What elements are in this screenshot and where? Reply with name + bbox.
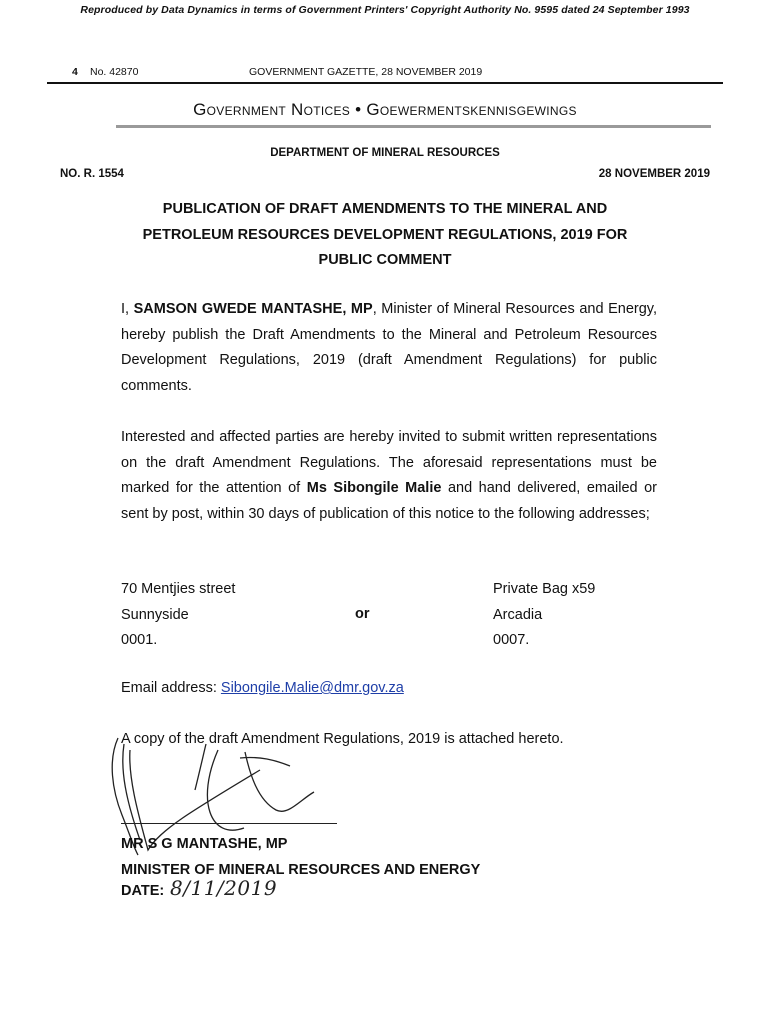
section-title: Government Notices • Goewermentskennisgewings	[193, 100, 577, 119]
address-line: Arcadia	[493, 606, 543, 623]
address-line: Sunnyside	[121, 606, 189, 623]
gazette-title: GOVERNMENT GAZETTE, 28 NOVEMBER 2019	[249, 66, 483, 78]
address-or: or	[355, 606, 370, 622]
notice-title	[115, 197, 655, 274]
address-line: 0001.	[121, 632, 158, 648]
street-address	[121, 577, 235, 654]
email-label: Email address:	[121, 680, 217, 696]
section-rule	[116, 125, 711, 128]
notice-title-line: PUBLIC COMMENT	[318, 252, 452, 268]
notice-number: NO. R. 1554	[60, 168, 124, 180]
paragraph-publication	[121, 297, 657, 399]
signature-line	[121, 823, 337, 824]
department-heading: DEPARTMENT OF MINERAL RESOURCES	[270, 147, 500, 159]
paragraph-prefix: I,	[121, 301, 134, 317]
address-line: Private Bag x59	[493, 581, 596, 597]
page-number: 4	[72, 66, 78, 78]
paragraph-text: Interested and affected parties are hereby invited to submit written representations on the draft Amendment Regulations. The aforesaid representations must be marked for the attention of	[121, 429, 657, 496]
notice-date: 28 NOVEMBER 2019	[598, 168, 710, 180]
address-line: 0007.	[493, 632, 530, 648]
copy-statement: A copy of the draft Amendment Regulations, 2019 is attached hereto.	[121, 731, 564, 747]
handwritten-date: 8/11/2019	[170, 876, 278, 900]
signer-name: MR S G MANTASHE, MP	[121, 836, 288, 852]
contact-name: Ms Sibongile Malie	[306, 480, 442, 496]
date-label: DATE:	[121, 883, 165, 899]
signer-title: MINISTER OF MINERAL RESOURCES AND ENERGY	[121, 861, 481, 878]
gazette-number: No. 42870	[90, 66, 139, 78]
paragraph-text: and hand delivered, emailed or sent by post, within 30 days of publication of this notice to the following addresses;	[121, 480, 658, 522]
header-rule	[47, 82, 723, 84]
notice-title-line: PETROLEUM RESOURCES DEVELOPMENT REGULATIONS, 2019 FOR	[142, 226, 628, 243]
email-link[interactable]: Sibongile.Malie@dmr.gov.za	[220, 680, 404, 696]
paragraph-invitation	[121, 425, 657, 527]
postal-address	[493, 577, 595, 654]
address-line: 70 Mentjies street	[121, 581, 236, 597]
email-row	[121, 680, 404, 696]
minister-name: SAMSON GWEDE MANTASHE, MP	[133, 301, 373, 317]
paragraph-text: , Minister of Mineral Resources and Energy, hereby publish the Draft Amendments to the Mineral and Petroleum Resources Development Regulations, 2019 (draft Amendment Regulations) for public comments.	[121, 301, 657, 394]
notice-title-line: PUBLICATION OF DRAFT AMENDMENTS TO THE MINERAL AND	[162, 201, 608, 217]
reproduction-notice: Reproduced by Data Dynamics in terms of Government Printers' Copyright Authority No. 9595 dated 24 September 1993	[80, 4, 690, 16]
